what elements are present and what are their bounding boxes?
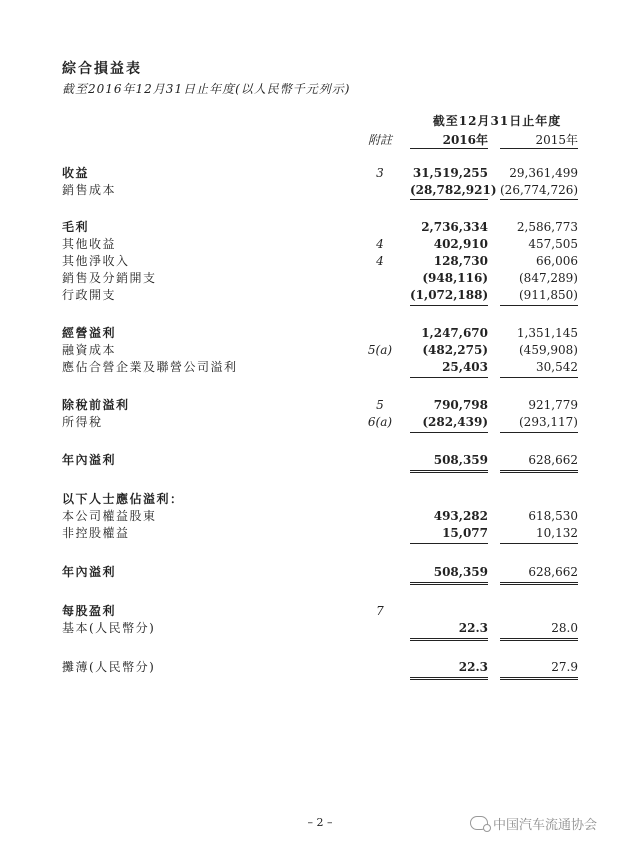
row-value-2015: 29,361,499 (509, 166, 578, 180)
header-year-2015: 2015年 (535, 133, 578, 147)
row-label: 攤薄(人民幣分) (62, 660, 156, 674)
row-value-2015: (293,117) (519, 415, 578, 429)
row-note: 3 (376, 166, 384, 180)
table-row (0, 269, 640, 287)
table-row (0, 451, 640, 469)
table-row (0, 235, 640, 253)
row-label: 非控股權益 (62, 526, 130, 540)
table-row (0, 507, 640, 525)
row-label: 收益 (62, 166, 90, 180)
wechat-icon (470, 816, 488, 830)
header-note: 附註 (367, 133, 392, 147)
row-value-2015: 921,779 (528, 398, 578, 412)
row-note: 4 (376, 237, 384, 251)
row-label: 經營溢利 (62, 326, 117, 340)
row-value-2016: (28,782,921) (410, 183, 497, 197)
header-rule (410, 148, 488, 149)
row-value-2015: 2,586,773 (516, 220, 578, 234)
row-value-2016: 22.3 (458, 660, 488, 674)
row-value-2016: 128,730 (433, 254, 488, 268)
watermark (470, 814, 597, 833)
header-period: 截至12月31日止年度 (432, 114, 562, 128)
row-value-2015: 27.9 (551, 660, 578, 674)
row-value-2016: 508,359 (433, 565, 488, 579)
row-value-2015: (847,289) (519, 271, 578, 285)
statement-title: 綜合損益表 (62, 61, 142, 77)
row-label: 年內溢利 (62, 453, 117, 467)
row-value-2016: 31,519,255 (412, 166, 488, 180)
row-value-2016: (282,439) (422, 415, 488, 429)
row-value-2015: 66,006 (536, 254, 578, 268)
row-label: 本公司權益股東 (62, 509, 157, 523)
row-value-2015: 628,662 (528, 565, 578, 579)
row-note: 5(a) (367, 343, 393, 357)
table-row (0, 341, 640, 359)
row-label: 融資成本 (62, 343, 117, 357)
row-label: 其他淨收入 (62, 254, 130, 268)
row-value-2015: (911,850) (519, 288, 578, 302)
row-label: 以下人士應佔溢利： (62, 492, 184, 506)
table-row (0, 563, 640, 581)
row-value-2015: (26,774,726) (500, 183, 579, 197)
row-value-2016: 790,798 (433, 398, 488, 412)
table-row (0, 490, 640, 508)
row-value-2016: 1,247,670 (421, 326, 488, 340)
row-note: 7 (376, 604, 384, 618)
table-row (0, 164, 640, 182)
row-label: 其他收益 (62, 237, 117, 251)
row-label: 毛利 (62, 220, 90, 234)
row-value-2015: 1,351,145 (516, 326, 578, 340)
row-value-2016: 25,403 (442, 360, 488, 374)
row-label: 行政開支 (62, 288, 117, 302)
row-label: 年內溢利 (62, 565, 117, 579)
row-value-2015: 10,132 (536, 526, 578, 540)
table-row (0, 619, 640, 637)
row-value-2015: 618,530 (528, 509, 578, 523)
row-value-2015: 628,662 (528, 453, 578, 467)
row-label: 銷售及分銷開支 (62, 271, 157, 285)
table-row (0, 413, 640, 431)
row-label: 應佔合營企業及聯營公司溢利 (62, 360, 238, 374)
table-row (0, 358, 640, 376)
statement-subtitle: 截至2016年12月31日止年度(以人民幣千元列示) (62, 82, 351, 96)
header-rule (500, 148, 578, 149)
row-value-2016: 2,736,334 (421, 220, 488, 234)
table-row (0, 324, 640, 342)
row-value-2015: (459,908) (519, 343, 578, 357)
row-label: 除稅前溢利 (62, 398, 130, 412)
row-note: 5 (376, 398, 384, 412)
row-value-2015: 30,542 (536, 360, 578, 374)
table-row (0, 252, 640, 270)
row-value-2016: (482,275) (422, 343, 488, 357)
table-row (0, 286, 640, 304)
table-row (0, 658, 640, 676)
row-value-2016: 15,077 (442, 526, 488, 540)
page-number: – 2 – (307, 816, 333, 829)
row-value-2015: 457,505 (528, 237, 578, 251)
row-label: 銷售成本 (62, 183, 117, 197)
row-value-2016: 508,359 (433, 453, 488, 467)
row-value-2015: 28.0 (551, 621, 578, 635)
header-year-2016: 2016年 (442, 133, 488, 147)
row-value-2016: (948,116) (422, 271, 488, 285)
row-value-2016: 22.3 (458, 621, 488, 635)
row-value-2016: 402,910 (433, 237, 488, 251)
row-note: 4 (376, 254, 384, 268)
row-label: 每股盈利 (62, 604, 117, 618)
table-row (0, 602, 640, 620)
table-row (0, 524, 640, 542)
table-row (0, 181, 640, 199)
row-label: 基本(人民幣分) (62, 621, 156, 635)
row-value-2016: (1,072,188) (410, 288, 489, 302)
row-value-2016: 493,282 (433, 509, 488, 523)
row-note: 6(a) (367, 415, 393, 429)
watermark-text: 中国汽车流通协会 (493, 818, 598, 833)
table-row (0, 396, 640, 414)
row-label: 所得稅 (62, 415, 103, 429)
table-row (0, 218, 640, 236)
